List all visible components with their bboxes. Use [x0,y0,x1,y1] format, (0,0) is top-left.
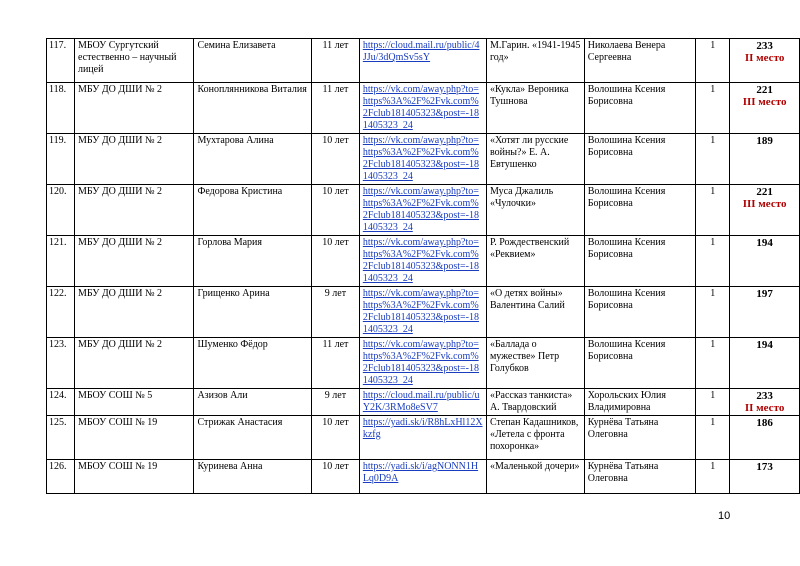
table-row [47,134,800,185]
video-link[interactable]: https://vk.com/away.php?to=https%3A%2F%2Fvk.com%2Fclub181405323&post=-181405323_24 [362,135,480,182]
link-cell [359,287,486,338]
count-cell: 1 [696,83,730,134]
work-cell: Степан Кадашников, «Летела с фронта похоронка» [486,416,584,460]
school-cell: МБУ ДО ДШИ № 2 [74,338,193,389]
work-cell: «О детях войны» Валентина Салий [486,287,584,338]
participant-name-cell: Семина Елизавета [194,39,312,83]
age-cell: 11 лет [312,83,360,134]
age-cell: 10 лет [312,236,360,287]
score-value: 233 [756,390,773,402]
score-value: 233 [756,40,773,52]
count-cell: 1 [696,134,730,185]
school-cell: МБОУ СОШ № 19 [74,416,193,460]
count-cell: 1 [696,185,730,236]
row-number-cell: 121. [47,236,75,287]
teacher-cell: Николаева Венера Сергеевна [584,39,696,83]
video-link[interactable]: https://yadi.sk/i/R8hLxHl12Xkzfg [362,417,483,440]
table-row [47,39,800,83]
video-link[interactable]: https://vk.com/away.php?to=https%3A%2F%2Fvk.com%2Fclub181405323&post=-181405323_24 [362,84,480,131]
table-row [47,83,800,134]
score-value: 221 [756,84,773,96]
teacher-cell: Волошина Ксения Борисовна [584,185,696,236]
video-link[interactable]: https://vk.com/away.php?to=https%3A%2F%2Fvk.com%2Fclub181405323&post=-181405323_24 [362,339,480,386]
teacher-cell: Курнёва Татьяна Олеговна [584,416,696,460]
work-cell: Муса Джалиль «Чулочки» [486,185,584,236]
school-cell: МБУ ДО ДШИ № 2 [74,287,193,338]
school-cell: МБУ ДО ДШИ № 2 [74,236,193,287]
table-row [47,287,800,338]
place-label: III место [742,96,787,108]
school-cell: МБУ ДО ДШИ № 2 [74,83,193,134]
work-cell: М.Гарин. «1941-1945 год» [486,39,584,83]
video-link[interactable]: https://cloud.mail.ru/public/uY2K/3RMo8eSV7 [362,390,480,413]
link-cell [359,83,486,134]
school-cell: МБУ ДО ДШИ № 2 [74,134,193,185]
work-cell: «Маленькой дочери» [486,460,584,494]
page-number: 10 [718,510,731,522]
score-cell [730,338,800,389]
score-value: 194 [756,237,773,249]
place-label: II место [744,52,785,64]
row-number-cell: 119. [47,134,75,185]
teacher-cell: Волошина Ксения Борисовна [584,338,696,389]
count-cell: 1 [696,39,730,83]
score-cell [730,416,800,460]
link-cell [359,389,486,416]
row-number-cell: 126. [47,460,75,494]
work-cell: «Хотят ли русские войны?» Е. А. Евтушенко [486,134,584,185]
link-cell [359,416,486,460]
participant-name-cell: Мухтарова Алина [194,134,312,185]
age-cell: 11 лет [312,39,360,83]
teacher-cell: Волошина Ксения Борисовна [584,83,696,134]
score-value: 186 [756,417,773,429]
row-number-cell: 118. [47,83,75,134]
age-cell: 10 лет [312,134,360,185]
link-cell [359,185,486,236]
video-link[interactable]: https://cloud.mail.ru/public/4JJu/3dQmSv5sY [362,40,480,63]
video-link[interactable]: https://vk.com/away.php?to=https%3A%2F%2Fvk.com%2Fclub181405323&post=-181405323_24 [362,288,480,335]
score-value: 197 [756,288,773,300]
score-cell [730,287,800,338]
row-number-cell: 120. [47,185,75,236]
video-link[interactable]: https://vk.com/away.php?to=https%3A%2F%2Fvk.com%2Fclub181405323&post=-181405323_24 [362,237,480,284]
row-number-cell: 125. [47,416,75,460]
age-cell: 10 лет [312,185,360,236]
teacher-cell: Хорольских Юлия Владимировна [584,389,696,416]
row-number-cell: 117. [47,39,75,83]
school-cell: МБОУ Сургутский естественно – научный лицей [74,39,193,83]
score-value: 173 [756,461,773,473]
link-cell [359,338,486,389]
score-cell [730,83,800,134]
participant-name-cell: Куринева Анна [194,460,312,494]
table-row [47,338,800,389]
participant-name-cell: Федорова Кристина [194,185,312,236]
table-row [47,416,800,460]
school-cell: МБОУ СОШ № 19 [74,460,193,494]
score-cell [730,389,800,416]
age-cell: 11 лет [312,338,360,389]
table-row [47,389,800,416]
teacher-cell: Курнёва Татьяна Олеговна [584,460,696,494]
video-link[interactable]: https://vk.com/away.php?to=https%3A%2F%2Fvk.com%2Fclub181405323&post=-181405323_24 [362,186,480,233]
school-cell: МБУ ДО ДШИ № 2 [74,185,193,236]
row-number-cell: 123. [47,338,75,389]
table-row [47,185,800,236]
count-cell: 1 [696,416,730,460]
teacher-cell: Волошина Ксения Борисовна [584,134,696,185]
work-cell: «Рассказ танкиста» А. Твардовский [486,389,584,416]
count-cell: 1 [696,338,730,389]
results-table [46,38,800,494]
participant-name-cell: Коноплянникова Виталия [194,83,312,134]
row-number-cell: 124. [47,389,75,416]
link-cell [359,460,486,494]
count-cell: 1 [696,460,730,494]
participant-name-cell: Азизов Али [194,389,312,416]
score-value: 189 [756,135,773,147]
table-row [47,460,800,494]
count-cell: 1 [696,236,730,287]
score-cell [730,236,800,287]
teacher-cell: Волошина Ксения Борисовна [584,236,696,287]
score-value: 194 [756,339,773,351]
place-label: II место [744,402,785,414]
place-label: III место [742,198,787,210]
age-cell: 10 лет [312,460,360,494]
score-cell [730,460,800,494]
participant-name-cell: Горлова Мария [194,236,312,287]
row-number-cell: 122. [47,287,75,338]
work-cell: Р. Рождественский «Реквием» [486,236,584,287]
work-cell: «Баллада о мужестве» Петр Голубков [486,338,584,389]
score-value: 221 [756,186,773,198]
score-cell [730,185,800,236]
school-cell: МБОУ СОШ № 5 [74,389,193,416]
participant-name-cell: Шуменко Фёдор [194,338,312,389]
participant-name-cell: Стрижак Анастасия [194,416,312,460]
score-cell [730,134,800,185]
count-cell: 1 [696,389,730,416]
results-table-page [46,38,800,494]
table-row [47,236,800,287]
link-cell [359,236,486,287]
score-cell [730,39,800,83]
teacher-cell: Волошина Ксения Борисовна [584,287,696,338]
age-cell: 9 лет [312,389,360,416]
work-cell: «Кукла» Вероника Тушнова [486,83,584,134]
count-cell: 1 [696,287,730,338]
link-cell [359,39,486,83]
age-cell: 10 лет [312,416,360,460]
participant-name-cell: Грищенко Арина [194,287,312,338]
link-cell [359,134,486,185]
video-link[interactable]: https://yadi.sk/i/agNONN1HLq0D9A [362,461,479,484]
age-cell: 9 лет [312,287,360,338]
